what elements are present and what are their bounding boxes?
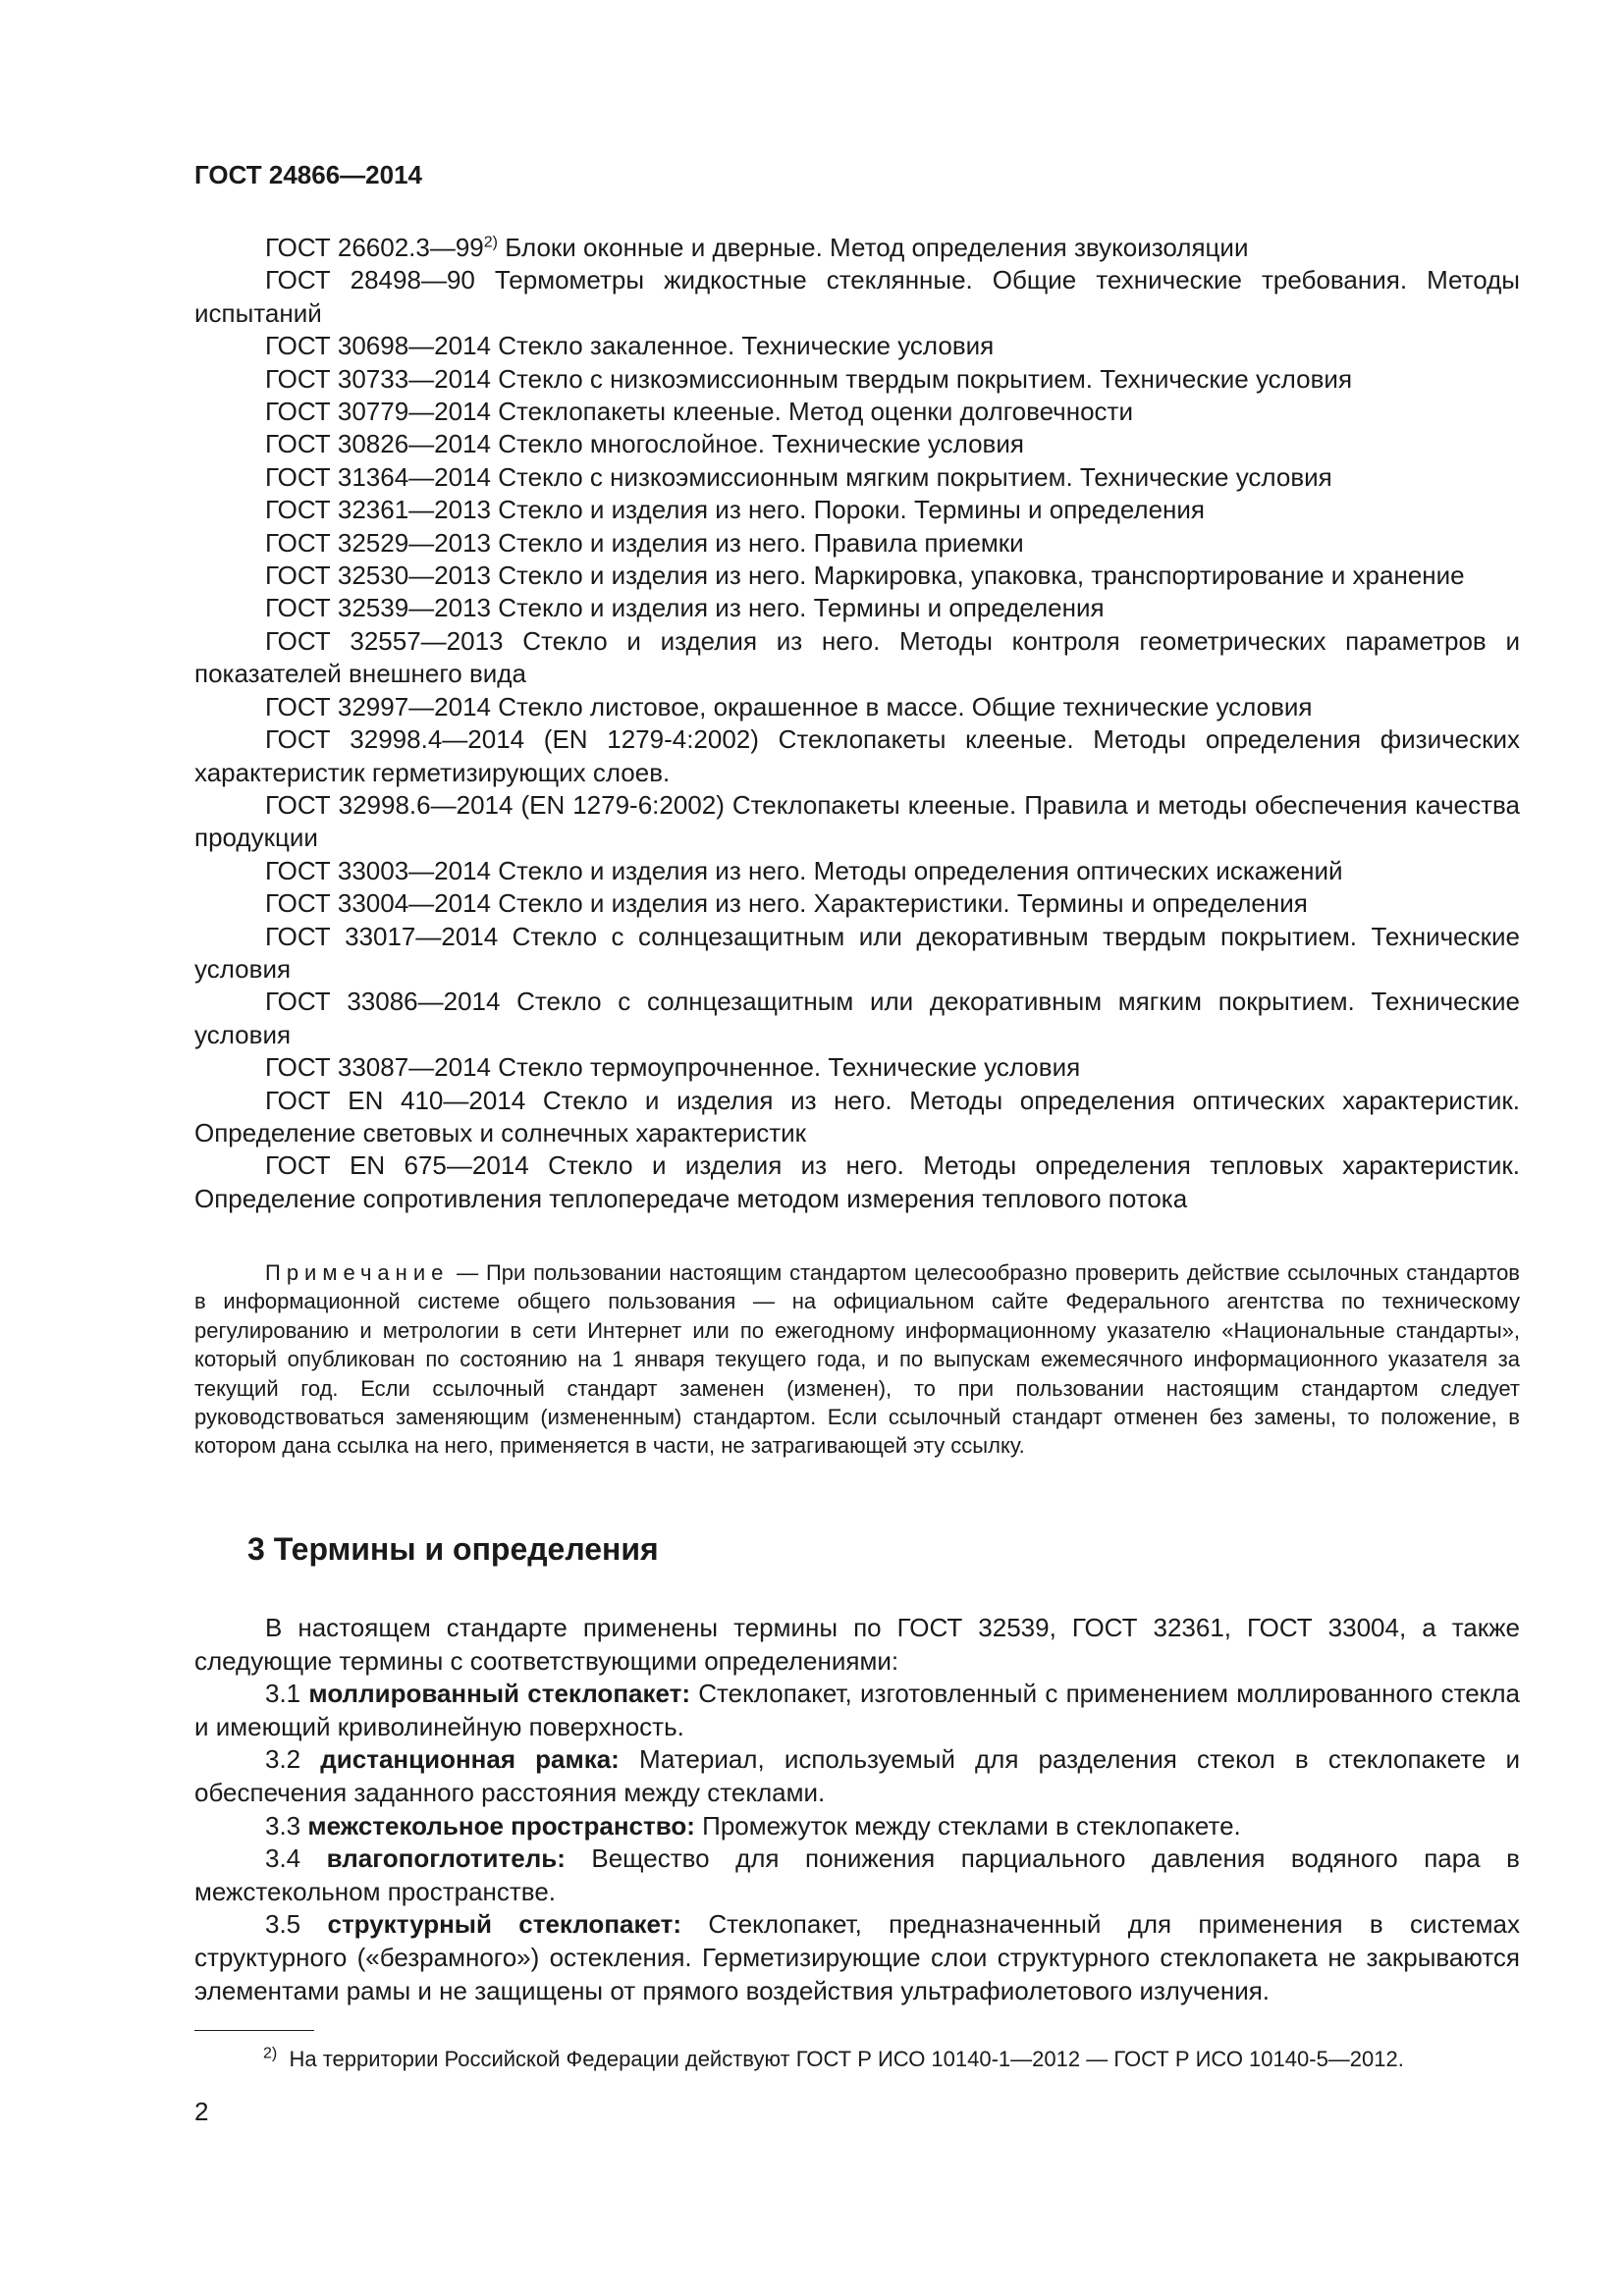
reference-title: Стекло с низкоэмиссионным твердым покрытием. Технические условия [491,363,1353,394]
footnote-text: На территории Российской Федерации действуют ГОСТ Р ИСО 10140-1—2012 — ГОСТ Р ИСО 10140-5—2012. [289,2047,1404,2071]
reference-code: ГОСТ 32529—2013 [265,527,492,558]
reference-title: Стекло многослойное. Технические условия [491,429,1024,459]
reference-code: ГОСТ 33017—2014 [265,921,499,951]
reference-item [194,560,1520,592]
reference-code: ГОСТ 30826—2014 [265,429,492,459]
reference-code: ГОСТ 31364—2014 [265,461,492,492]
term-item [194,1842,1520,1908]
reference-code: ГОСТ 32557—2013 [265,625,504,656]
reference-item [194,921,1520,987]
reference-item [194,625,1520,691]
term-item [194,1678,1520,1743]
reference-title: Блоки оконные и дверные. Метод определения звукоизоляции [498,233,1249,262]
page-number: 2 [194,2097,209,2126]
reference-title: Стекло и изделия из него. Методы определения оптических искажений [491,855,1343,885]
reference-item [194,232,1520,264]
term-definition: Вещество для понижения парциального давления водяного пара в межстекольном пространстве. [194,1843,1520,1906]
reference-code: ГОСТ EN 675—2014 [265,1150,529,1181]
reference-title: Стекло и изделия из него. Маркировка, упаковка, транспортирование и хранение [491,561,1465,591]
reference-item [194,789,1520,855]
term-definition: Промежуток между стеклами в стеклопакете. [694,1810,1241,1841]
reference-title: Стеклопакеты клееные. Правила и методы обеспечения качества продукции [194,789,1521,853]
reference-item [194,1149,1520,1215]
reference-item [194,428,1520,460]
term-name: межстекольное пространство: [307,1810,695,1841]
section-intro: В настоящем стандарте применены термины по ГОСТ 32539, ГОСТ 32361, ГОСТ 33004, а также следующие термины с соответствующими определениями: [194,1613,1520,1676]
reference-item [194,1085,1520,1150]
reference-code: ГОСТ 32361—2013 [265,495,492,525]
term-name: моллированный стеклопакет: [308,1679,690,1709]
note-paragraph [194,1258,1520,1461]
reference-title: Стекло и изделия из него. Методы определения тепловых характеристик. Определение сопротивления теплопередаче методом измерения теплового потока [194,1150,1520,1213]
reference-code: ГОСТ 32998.6—2014 (EN 1279-6:2002) [265,789,725,820]
term-item [194,1810,1520,1843]
footnote-marker: 2) [263,2045,278,2062]
reference-code: ГОСТ 30698—2014 [265,331,492,361]
footnote [263,2045,1404,2074]
reference-title: Стекло и изделия из него. Методы определения оптических характеристик. Определение световых и солнечных характеристик [194,1085,1520,1148]
term-name: дистанционная рамка: [320,1744,620,1775]
reference-item [194,363,1520,396]
footnote-marker: 2) [483,234,498,251]
term-number: 3.3 [265,1810,301,1841]
term-name: влагопоглотитель: [326,1843,566,1874]
term-item [194,1743,1520,1809]
reference-item [194,527,1520,560]
section-title: 3 Термины и определения [247,1531,659,1567]
reference-item [194,887,1520,920]
reference-code: ГОСТ 28498—90 [265,265,475,295]
reference-title: Стекло и изделия из него. Термины и определения [491,593,1105,623]
reference-item [194,855,1520,887]
reference-item [194,330,1520,362]
reference-code: ГОСТ 32998.4—2014 (EN 1279-4:2002) [265,724,759,755]
reference-title: Термометры жидкостные стеклянные. Общие технические требования. Методы испытаний [194,265,1520,328]
term-number: 3.5 [265,1909,301,1940]
term-definition: Стеклопакет, изготовленный с применением моллированного стекла и имеющий криволинейную поверхность. [194,1679,1520,1741]
reference-item [194,986,1520,1051]
reference-title: Стекло с солнцезащитным или декоративным твердым покрытием. Технические условия [194,921,1520,984]
reference-title: Стеклопакеты клееные. Метод оценки долговечности [491,397,1133,427]
reference-item [194,1051,1520,1084]
reference-title: Стекло и изделия из него. Методы контроля геометрических параметров и показателей внешнего вида [194,625,1520,689]
reference-item [194,396,1520,428]
reference-title: Стекло и изделия из него. Пороки. Термины и определения [491,495,1206,525]
reference-code: ГОСТ 30779—2014 [265,397,492,427]
term-definition: Стеклопакет, предназначенный для применения в системах структурного («безрамного») остекления. Герметизирующие слои структурного стеклопакета не закрываются элементами рамы и не защищены от прямого воздействия ультрафиолетового излучения. [194,1909,1520,2005]
reference-code: ГОСТ 32997—2014 [265,691,492,721]
reference-item [194,592,1520,624]
reference-title: Стекло и изделия из него. Правила приемки [491,527,1024,558]
reference-title: Стекло термоупрочненное. Технические условия [491,1052,1081,1083]
term-item [194,1908,1520,2007]
term-number: 3.2 [265,1744,301,1775]
term-number: 3.4 [265,1843,301,1874]
reference-code: ГОСТ 32530—2013 [265,561,492,591]
reference-code: ГОСТ 33086—2014 [265,987,501,1017]
reference-code: ГОСТ 33003—2014 [265,855,492,885]
reference-title: Стеклопакеты клееные. Методы определения физических характеристик герметизирующих слоев. [194,724,1520,787]
reference-item [194,723,1520,789]
reference-title: Стекло и изделия из него. Характеристики. Термины и определения [491,888,1308,919]
reference-item [194,494,1520,526]
terms-section [194,1612,1520,2007]
normative-references-list [194,232,1520,1215]
reference-title: Стекло с низкоэмиссионным мягким покрытием. Технические условия [491,461,1332,492]
reference-code: ГОСТ EN 410—2014 [265,1085,526,1115]
reference-title: Стекло с солнцезащитным или декоративным мягким покрытием. Технические условия [194,987,1520,1049]
reference-code: ГОСТ 32539—2013 [265,593,492,623]
note-label: Примечание [265,1260,450,1285]
reference-item [194,461,1520,494]
reference-item [194,264,1520,330]
term-name: структурный стеклопакет: [327,1909,682,1940]
term-definition: Материал, используемый для разделения стекол в стеклопакете и обеспечения заданного расстояния между стеклами. [194,1744,1521,1807]
reference-title: Стекло листовое, окрашенное в массе. Общие технические условия [491,691,1313,721]
reference-code: ГОСТ 33087—2014 [265,1052,492,1083]
reference-code: ГОСТ 33004—2014 [265,888,492,919]
reference-code: ГОСТ 26602.3—99 [265,233,484,262]
footnote-divider [194,2030,314,2031]
reference-title: Стекло закаленное. Технические условия [491,331,995,361]
reference-code: ГОСТ 30733—2014 [265,363,492,394]
term-number: 3.1 [265,1679,301,1709]
document-header: ГОСТ 24866—2014 [194,160,422,189]
note-text: — При пользовании настоящим стандартом целесообразно проверить действие ссылочных стандартов в информационной системе общего пользования — на официальном сайте Федерального агентства по техническому регулированию и метрологии в сети Интернет или по ежегодному информационному указателю «Национальные стандарты», который опубликован по состоянию на 1 января текущего года, и по выпускам ежемесячного информационного указателя за текущий год. Если ссылочный стандарт заменен (изменен), то при пользовании настоящим стандартом следует руководствоваться заменяющим (измененным) стандартом. Если ссылочный стандарт отменен без замены, то положение, в котором дана ссылка на него, применяется в части, не затрагивающей эту ссылку. [194,1260,1520,1459]
reference-item [194,691,1520,723]
